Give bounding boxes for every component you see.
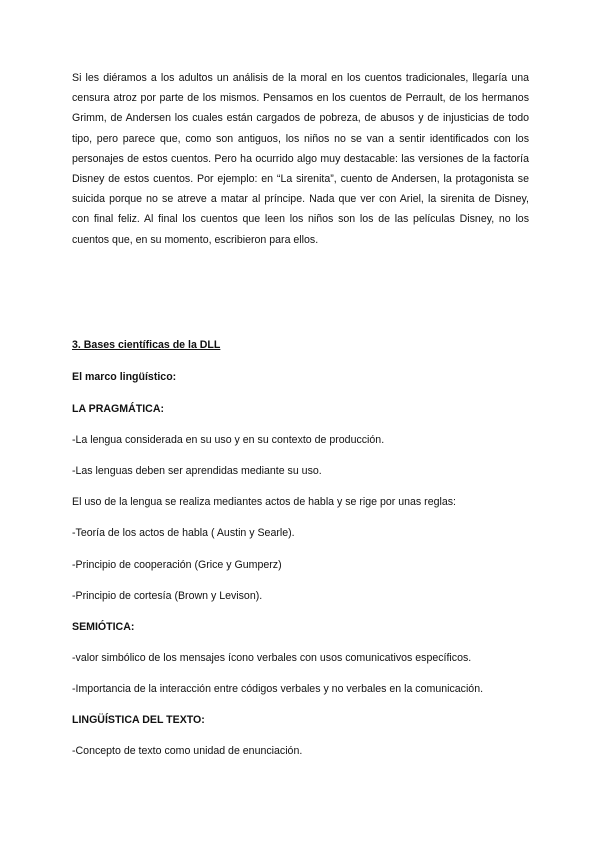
linguistica-texto-item-1: -Concepto de texto como unidad de enunciación. (72, 745, 303, 757)
pragmatica-statement: El uso de la lengua se realiza mediantes actos de habla y se rige por unas reglas: (72, 496, 456, 508)
pragmatica-item-5: -Principio de cortesía (Brown y Levison). (72, 590, 263, 602)
pragmatica-item-4: -Principio de cooperación (Grice y Gumperz) (72, 559, 282, 571)
pragmatica-item-1: -La lengua considerada en su uso y en su contexto de producción. (72, 434, 385, 446)
heading-linguistica-texto: LINGÜÍSTICA DEL TEXTO: (72, 714, 205, 726)
section-heading: 3. Bases científicas de la DLL (72, 339, 221, 351)
subheading-marco-linguistico: El marco lingüístico: (72, 371, 177, 383)
heading-pragmatica: LA PRAGMÁTICA: (72, 403, 164, 415)
pragmatica-item-3: -Teoría de los actos de habla ( Austin y Searle). (72, 527, 295, 539)
semiotica-item-1: -valor simbólico de los mensajes ícono verbales con usos comunicativos específicos. (72, 652, 472, 664)
pragmatica-item-2: -Las lenguas deben ser aprendidas mediante su uso. (72, 465, 322, 477)
semiotica-item-2: -Importancia de la interacción entre códigos verbales y no verbales en la comunicación. (72, 683, 484, 695)
heading-semiotica: SEMIÓTICA: (72, 621, 135, 633)
intro-paragraph: Si les diéramos a los adultos un análisis de la moral en los cuentos tradicionales, llegaría una censura atroz por parte de los mismos. Pensamos en los cuentos de Perrault, de los hermanos Grimm, de Andersen los cuales están cargados de pobreza, de abusos y de injusticias de todo tipo, pero parece que, como son antiguos, los niños no se van a sentir identificados con los personajes de estos cuentos. Pero ha ocurrido algo muy destacable: las versiones de la factoría Disney de estos cuentos. Por ejemplo: en “La sirenita”, cuento de Andersen, la protagonista se suicida porque no se atreve a matar al príncipe. Nada que ver con Ariel, la sirenita de Disney, con final feliz. Al final los cuentos que leen los niños son los de las películas Disney, no los cuentos que, en su momento, escribieron para ellos. (72, 72, 529, 246)
